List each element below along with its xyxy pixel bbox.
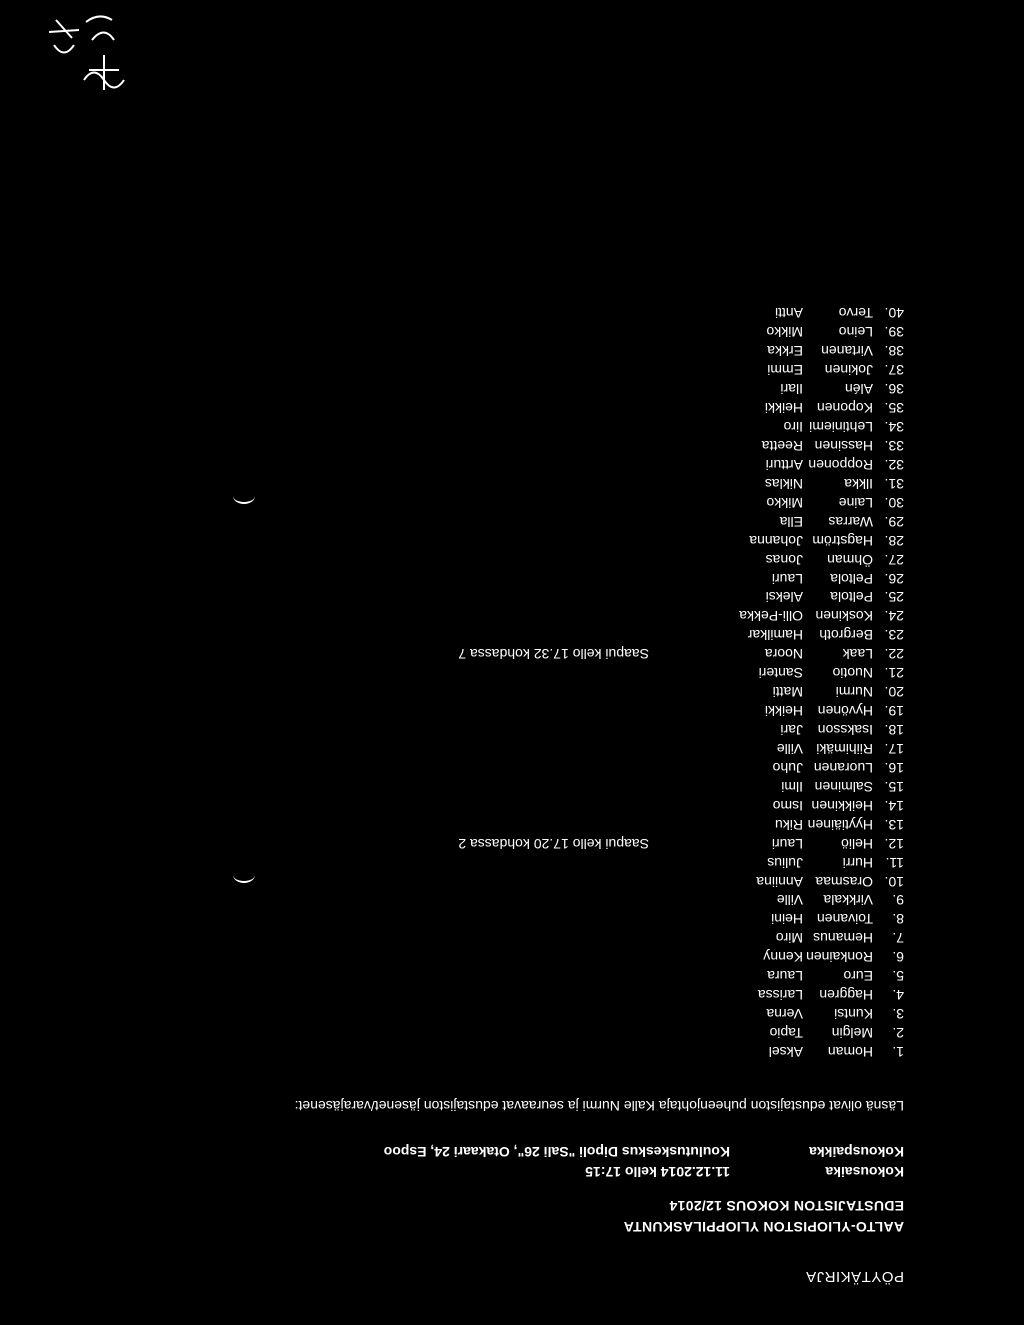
attendee-first-name: Noora bbox=[764, 646, 803, 663]
attendee-number: 22. bbox=[884, 646, 904, 663]
attendee-number: 32. bbox=[884, 456, 904, 473]
attendee-last-name: Leino bbox=[838, 324, 873, 341]
meeting-place-row bbox=[384, 1142, 904, 1162]
attendee-last-name: Virkkala bbox=[823, 892, 873, 909]
attendee-last-name: Hemanus bbox=[813, 930, 873, 947]
attendee-number: 13. bbox=[884, 816, 904, 833]
attendee-last-name: Lehtiniemi bbox=[809, 419, 873, 436]
attendee-number: 31. bbox=[884, 475, 904, 492]
attendee-first-name: Emmi bbox=[767, 362, 803, 379]
organization-header bbox=[623, 1195, 904, 1237]
attendee-last-name: Heliö bbox=[841, 835, 873, 852]
attendee-first-name: Laura bbox=[767, 968, 803, 985]
attendee-number: 11. bbox=[885, 854, 904, 871]
attendee-row bbox=[364, 644, 904, 663]
attendee-number: 37. bbox=[884, 362, 904, 379]
attendee-first-name: Niklas bbox=[764, 475, 803, 492]
attendee-last-name: Alén bbox=[844, 381, 873, 398]
attendee-last-name: Riihimäki bbox=[816, 741, 873, 757]
attendee-number: 16. bbox=[884, 759, 904, 776]
attendee-first-name: Riku bbox=[774, 816, 803, 833]
attendee-first-name: Santeri bbox=[758, 665, 803, 682]
attendee-last-name: Peltola bbox=[830, 589, 873, 606]
attendee-last-name: Koskinen bbox=[815, 608, 873, 625]
attendee-number: 2. bbox=[892, 1025, 904, 1042]
attendee-last-name: Jokinen bbox=[824, 362, 873, 379]
attendee-first-name: Tapio bbox=[769, 1025, 803, 1042]
attendee-last-name: Luoranen bbox=[813, 759, 873, 776]
attendee-number: 35. bbox=[884, 400, 904, 417]
meeting-details bbox=[384, 1142, 904, 1182]
attendee-row bbox=[364, 474, 904, 493]
attendee-last-name: Koponen bbox=[816, 400, 873, 417]
attendee-first-name: Jari bbox=[780, 722, 803, 739]
attendee-first-name: Artturi bbox=[765, 456, 803, 473]
arrival-mark-row-30 bbox=[233, 488, 255, 504]
attendee-number: 34. bbox=[884, 419, 904, 436]
attendee-number: 21. bbox=[884, 665, 904, 682]
attendee-first-name: Ismo bbox=[772, 797, 803, 814]
attendee-last-name: Laak bbox=[842, 646, 873, 663]
attendee-row bbox=[364, 910, 904, 929]
attendee-row bbox=[364, 928, 904, 947]
attendee-number: 8. bbox=[892, 911, 904, 928]
attendee-last-name: Hurri bbox=[842, 854, 873, 871]
attendee-number: 12. bbox=[884, 835, 904, 852]
attendee-row bbox=[364, 796, 904, 815]
attendee-row bbox=[364, 720, 904, 739]
attendee-row bbox=[364, 701, 904, 720]
attendee-number: 26. bbox=[884, 570, 904, 587]
attendee-number: 27. bbox=[884, 551, 904, 568]
attendee-first-name: Jonas bbox=[765, 551, 803, 568]
attendee-row bbox=[364, 682, 904, 701]
attendee-first-name: Ella bbox=[779, 513, 803, 530]
attendee-row bbox=[364, 1004, 904, 1023]
attendee-number: 1. bbox=[892, 1044, 904, 1060]
attendee-number: 30. bbox=[884, 494, 904, 511]
attendee-number: 9. bbox=[892, 892, 904, 909]
attendee-row bbox=[364, 550, 904, 569]
attendee-first-name: Julius bbox=[767, 854, 803, 871]
attendee-first-name: Aksel bbox=[768, 1044, 803, 1060]
attendee-row bbox=[364, 455, 904, 474]
attendee-first-name: Antti bbox=[774, 305, 803, 322]
attendee-number: 4. bbox=[892, 987, 904, 1004]
attendee-last-name: Hassinen bbox=[814, 438, 873, 454]
attendee-first-name: Johanna bbox=[749, 532, 803, 549]
attendee-last-name: Hyvönen bbox=[817, 703, 873, 720]
attendee-last-name: Warras bbox=[828, 513, 873, 530]
attendee-number: 19. bbox=[884, 703, 904, 720]
attendee-last-name: Homan bbox=[827, 1044, 873, 1060]
attendee-number: 3. bbox=[892, 1006, 904, 1023]
attendee-first-name: Miro bbox=[775, 930, 803, 947]
attendee-first-name: Heikki bbox=[764, 400, 803, 417]
attendee-number: 38. bbox=[884, 343, 904, 360]
attendee-number: 14. bbox=[884, 797, 904, 814]
attendee-row bbox=[364, 815, 904, 834]
attendee-row bbox=[364, 891, 904, 910]
attendee-last-name: Nuotio bbox=[832, 665, 873, 682]
attendee-number: 15. bbox=[884, 778, 904, 795]
attendee-first-name: Lauri bbox=[771, 835, 803, 852]
meeting-time-row bbox=[384, 1162, 904, 1182]
attendee-first-name: Matti bbox=[772, 684, 803, 701]
attendee-row bbox=[364, 1042, 904, 1061]
meeting-time-value: 11.12.2014 kello 17:15 bbox=[585, 1164, 730, 1180]
attendee-row bbox=[364, 777, 904, 796]
attendee-row bbox=[364, 947, 904, 966]
attendee-row bbox=[364, 341, 904, 360]
meeting-place-value: Koulutuskeskus Dipoli "Sali 26", Otakaari 24, Espoo bbox=[383, 1144, 730, 1160]
attendee-first-name: Mikko bbox=[766, 494, 803, 511]
attendee-last-name: Euro bbox=[843, 968, 873, 985]
attendee-row bbox=[364, 379, 904, 398]
attendee-arrival-note: Saapui kello 17.20 kohdassa 2 bbox=[458, 835, 649, 852]
attendee-last-name: Ilkka bbox=[844, 475, 873, 492]
attendee-number: 6. bbox=[892, 949, 904, 966]
attendee-row bbox=[364, 607, 904, 626]
attendee-number: 18. bbox=[884, 722, 904, 739]
attendee-last-name: Ropponen bbox=[808, 456, 873, 473]
attendee-number: 5. bbox=[892, 968, 904, 985]
attendee-last-name: Nurmi bbox=[835, 684, 873, 701]
attendee-row bbox=[364, 493, 904, 512]
organization-name: AALTO-YLIOPISTON YLIOPPILASKUNTA bbox=[623, 1219, 904, 1235]
attendee-row bbox=[364, 436, 904, 455]
attendee-last-name: Heikkinen bbox=[811, 797, 873, 814]
attendee-last-name: Haggren bbox=[819, 987, 873, 1004]
attendee-last-name: Isaksson bbox=[817, 722, 873, 739]
arrival-mark-row-10 bbox=[233, 867, 255, 883]
attendee-row bbox=[364, 531, 904, 550]
attendee-last-name: Laine bbox=[838, 494, 873, 511]
document-title: PÖYTÄKIRJA bbox=[805, 1268, 904, 1285]
attendee-first-name: Heini bbox=[771, 911, 803, 928]
attendee-first-name: Larissa bbox=[757, 987, 803, 1004]
meeting-time-label: Kokousaika bbox=[825, 1164, 904, 1180]
attendee-row bbox=[364, 1023, 904, 1042]
attendee-first-name: Reetta bbox=[761, 438, 803, 454]
attendee-last-name: Ronkainen bbox=[806, 949, 873, 966]
attendee-row bbox=[364, 569, 904, 588]
attendee-first-name: Heikki bbox=[764, 703, 803, 720]
attendee-number: 28. bbox=[884, 532, 904, 549]
attendee-row bbox=[364, 966, 904, 985]
attendee-last-name: Melgin bbox=[831, 1025, 873, 1042]
attendee-last-name: Toivanen bbox=[816, 911, 873, 928]
attendee-row bbox=[364, 663, 904, 682]
attendee-row bbox=[364, 512, 904, 531]
attendee-first-name: Juho bbox=[772, 759, 803, 776]
attendee-row bbox=[364, 853, 904, 872]
attendee-number: 7. bbox=[892, 930, 904, 947]
attendee-row bbox=[364, 417, 904, 436]
attendee-last-name: Virtanen bbox=[821, 343, 873, 360]
meeting-name: EDUSTAJISTON KOKOUS 12/2014 bbox=[669, 1198, 904, 1214]
attendance-intro: Läsnä olivat edustajiston puheenjohtaja Kalle Nurmi ja seuraavat edustajiston jäsenet/varajäsenet: bbox=[294, 1098, 904, 1114]
attendee-number: 10. bbox=[884, 873, 904, 890]
attendee-number: 29. bbox=[884, 513, 904, 530]
attendee-first-name: Olli-Pekka bbox=[739, 608, 803, 625]
attendee-first-name: Ilmi bbox=[781, 778, 803, 795]
attendee-first-name: Mikko bbox=[766, 324, 803, 341]
attendee-last-name: Hyytiäinen bbox=[807, 816, 873, 833]
attendee-number: 17. bbox=[884, 741, 904, 757]
attendee-first-name: Ville bbox=[776, 741, 803, 757]
attendee-number: 39. bbox=[884, 324, 904, 341]
attendee-first-name: Kenny bbox=[763, 949, 803, 966]
attendee-last-name: Salminen bbox=[814, 778, 873, 795]
attendee-row bbox=[364, 758, 904, 777]
attendee-last-name: Kuntsi bbox=[834, 1006, 873, 1023]
attendee-number: 23. bbox=[884, 627, 904, 644]
attendee-first-name: Hamilkar bbox=[747, 627, 803, 644]
attendee-list bbox=[364, 304, 904, 1062]
attendee-last-name: Peltola bbox=[830, 570, 873, 587]
attendee-row bbox=[364, 322, 904, 341]
attendee-number: 40. bbox=[884, 305, 904, 322]
attendee-first-name: Lauri bbox=[771, 570, 803, 587]
attendee-row bbox=[364, 398, 904, 417]
attendee-number: 24. bbox=[884, 608, 904, 625]
attendee-number: 20. bbox=[884, 684, 904, 701]
attendee-row bbox=[364, 985, 904, 1004]
attendee-last-name: Öhman bbox=[827, 551, 873, 568]
attendee-first-name: Ville bbox=[776, 892, 803, 909]
attendee-row bbox=[364, 834, 904, 853]
attendee-last-name: Hagström bbox=[812, 532, 873, 549]
attendee-last-name: Tervo bbox=[838, 305, 873, 322]
attendee-arrival-note: Saapui kello 17.32 kohdassa 7 bbox=[458, 646, 649, 663]
meeting-place-label: Kokouspaikka bbox=[809, 1144, 904, 1160]
attendee-first-name: Aleksi bbox=[765, 589, 803, 606]
attendee-number: 36. bbox=[884, 381, 904, 398]
attendee-first-name: Anniina bbox=[756, 873, 803, 890]
attendee-row bbox=[364, 739, 904, 758]
attendee-row bbox=[364, 360, 904, 379]
attendee-row bbox=[364, 304, 904, 323]
attendee-number: 33. bbox=[884, 438, 904, 454]
attendee-row bbox=[364, 625, 904, 644]
attendee-first-name: Verna bbox=[766, 1006, 803, 1023]
attendee-first-name: Iiro bbox=[783, 419, 803, 436]
attendee-last-name: Orasmaa bbox=[815, 873, 873, 890]
attendee-first-name: Erkka bbox=[767, 343, 803, 360]
attendee-first-name: Ilari bbox=[780, 381, 803, 398]
attendee-last-name: Bergroth bbox=[819, 627, 873, 644]
attendee-row bbox=[364, 588, 904, 607]
handwritten-signature-scribble bbox=[44, 10, 134, 100]
attendee-row bbox=[364, 872, 904, 891]
attendee-number: 25. bbox=[884, 589, 904, 606]
